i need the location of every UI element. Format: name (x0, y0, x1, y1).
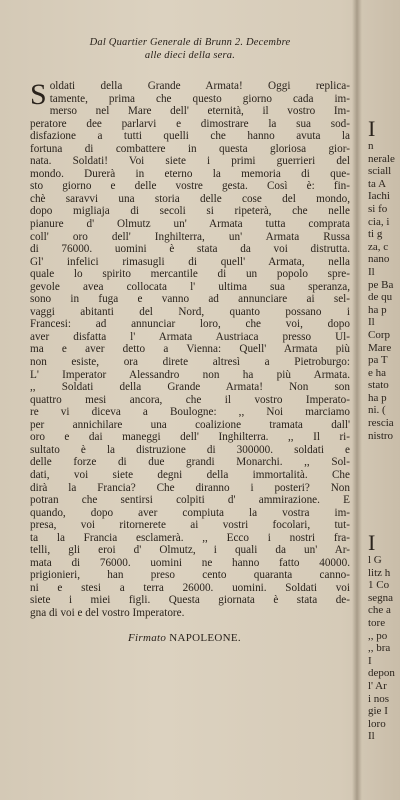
text-line: nata. Soldati! Voi siete i primi guerrieri del (30, 155, 350, 168)
text-line: peratore dee parlarvi e dimostrare la sua sod- (30, 117, 350, 130)
text-line: mondo. Durerà in eterno la memoria di que- (30, 167, 350, 180)
text-line: ma e aver detto a Vienna: Quell' Armata più (30, 343, 350, 356)
text-line: coll' oro dell' Inghilterra, un' Armata Russa (30, 230, 350, 243)
text-line: delle forze di due grandi Monarchi. ,, Sol- (30, 456, 350, 469)
adjacent-line: sciall (368, 165, 392, 178)
adjacent-line: l G (368, 554, 382, 566)
adjacent-line: Mare (368, 341, 392, 354)
text-line: gevole avea collocata l' ultima sua speranza, (30, 280, 350, 293)
text-line: dirà la Francia? Che diranno i posteri? Non (30, 481, 350, 494)
adjacent-line: l' Ar (368, 679, 387, 692)
text-line: di 76000. uomini è stata da voi distrutta. (30, 243, 350, 256)
text-line: sto giorno e delle vostre gesta. Così è: fin- (30, 180, 350, 193)
adjacent-line: I (368, 654, 372, 667)
text-line: chè saravvi una storia delle cose del mondo, (30, 192, 350, 205)
adjacent-block-1-cap: I (368, 116, 376, 141)
adjacent-line: loro (368, 717, 386, 730)
text-line: telli, gli eroi d' Olmutz, i quali da un' Ar- (30, 544, 350, 557)
text-line: sono in fuga e vanno ad annunciare ai sel- (30, 293, 350, 306)
text-line: per annichilare una coalizione tramata dall' (30, 418, 350, 431)
adjacent-line: nerale (368, 152, 395, 165)
adjacent-line: n (368, 140, 374, 152)
adjacent-line: si fo (368, 202, 388, 215)
text-line: Gl' infelici rimasugli di quell' Armata, nella (30, 255, 350, 268)
signature-name: NAPOLEONE. (169, 631, 241, 644)
text-line: ta la Francia esclamerà. ,, Ecco i nostri fra- (30, 531, 350, 544)
adjacent-line: Il (368, 316, 375, 329)
text-line: quattro mesi ancora, che il vostro Imperato- (30, 393, 350, 406)
adjacent-line: ha p (368, 303, 387, 316)
adjacent-line: tore (368, 616, 386, 629)
text-line: mata di 76000. uomini ne hanno fatto 40000. (30, 556, 350, 569)
adjacent-line: ti g (368, 228, 383, 241)
dateline-line-2: alle dieci della sera. (144, 50, 236, 61)
adjacent-line: ,, bra (368, 642, 391, 655)
adjacent-line: e ha (368, 366, 387, 379)
text-line: pianure d' Olmutz un' Armata tutta comprata (30, 218, 350, 231)
adjacent-line: ha p (368, 391, 387, 404)
text-line: siete i miei figli. Questa giornata è stata de- (30, 594, 350, 607)
adjacent-block-2-cap: I (368, 530, 376, 555)
adjacent-line: rescia (368, 417, 394, 430)
text-line: potran che sentirsi colpiti d' ammirazione. E (30, 494, 350, 507)
adjacent-line: Il (368, 730, 375, 743)
signature (128, 632, 350, 644)
text-line: quale lo spirito mercantile di un popolo spre- (30, 268, 350, 281)
adjacent-line: stato (368, 379, 389, 392)
text-line: non esiste, ora direte altresì a Pietroburgo: (30, 356, 350, 369)
text-line: disfazione a tutti quelli che hanno avuta la (30, 130, 350, 143)
text-line: prigionieri, han preso cento quaranta canno- (30, 569, 350, 582)
adjacent-line: cia, i (368, 215, 390, 228)
dateline (30, 36, 350, 62)
adjacent-line: nano (368, 253, 390, 266)
text-line: fortuna di combattere in questa gloriosa gior- (30, 142, 350, 155)
adjacent-line: Iachi (368, 190, 390, 203)
signature-prefix: Firmato (128, 631, 167, 644)
text-line: quando, dopo aver compiuta la vostra im- (30, 506, 350, 519)
adjacent-line: gie I (368, 705, 388, 718)
adjacent-line: litz h (368, 566, 391, 579)
text-line: merso nel Mare dell' eternità, il vostro Im- (49, 105, 350, 118)
text-line: Francesi: ad annunciar loro, che voi, dopo (30, 318, 350, 331)
main-column (30, 36, 350, 644)
text-line: presa, voi ritornerete ai vostri focolari, tut- (30, 519, 350, 532)
dateline-line-1: Dal Quartier Generale di Brunn 2. Decembre (89, 37, 291, 48)
adjacent-line: nistro (368, 429, 394, 442)
text-line: gna di voi e del vostro Imperatore. (30, 606, 185, 619)
text-line: L' Imperator Alessandro non ha più Armata. (30, 368, 350, 381)
text-line: re vi diceva a Boulogne: ,, Noi marciamo (30, 406, 350, 419)
page-fold-shadow (352, 0, 362, 800)
adjacent-line: pe Ba (368, 278, 394, 291)
drop-cap: S (30, 78, 47, 111)
adjacent-line: pa T (368, 354, 388, 367)
text-line: tamente, prima che questo giorno cada im- (49, 92, 350, 105)
proclamation-text (30, 80, 350, 620)
text-line: vaggi abitanti del Nord, quanto possano i (30, 305, 350, 318)
text-line: ni e stesi a terra 26000. uomini. Soldati voi (30, 581, 350, 594)
text-line: dopo migliaja di secoli si ripeterà, che nelle (30, 205, 350, 218)
adjacent-line: ni. ( (368, 404, 386, 417)
adjacent-line: segna (368, 591, 394, 604)
adjacent-line: i nos (368, 692, 390, 705)
adjacent-line: Il (368, 265, 375, 278)
text-line: aver disfatta l' Armata Austriaca presso Ul- (30, 330, 350, 343)
adjacent-line: ta A (368, 177, 387, 190)
adjacent-line: depon (368, 667, 395, 680)
adjacent-column (362, 0, 400, 800)
text-line: sultato è la distruzione di 300000. soldati e (30, 443, 350, 456)
text-line: ,, Soldati della Grande Armata! Non son (30, 381, 350, 394)
adjacent-line: ,, po (368, 629, 388, 642)
adjacent-block-2 (368, 532, 395, 743)
text-line: oldati della Grande Armata! Oggi replica- (49, 80, 350, 92)
adjacent-block-1 (368, 118, 395, 442)
adjacent-line: 1 Co (368, 579, 390, 592)
text-line: oro e dai maneggi dell' Inghilterra. ,, Il ri- (30, 431, 350, 444)
adjacent-line: che a (368, 604, 391, 617)
adjacent-line: Corp (368, 328, 390, 341)
adjacent-line: de qu (368, 291, 393, 304)
adjacent-line: za, c (368, 240, 389, 253)
text-line: dati, voi siete degni della immortalità. Che (30, 468, 350, 481)
